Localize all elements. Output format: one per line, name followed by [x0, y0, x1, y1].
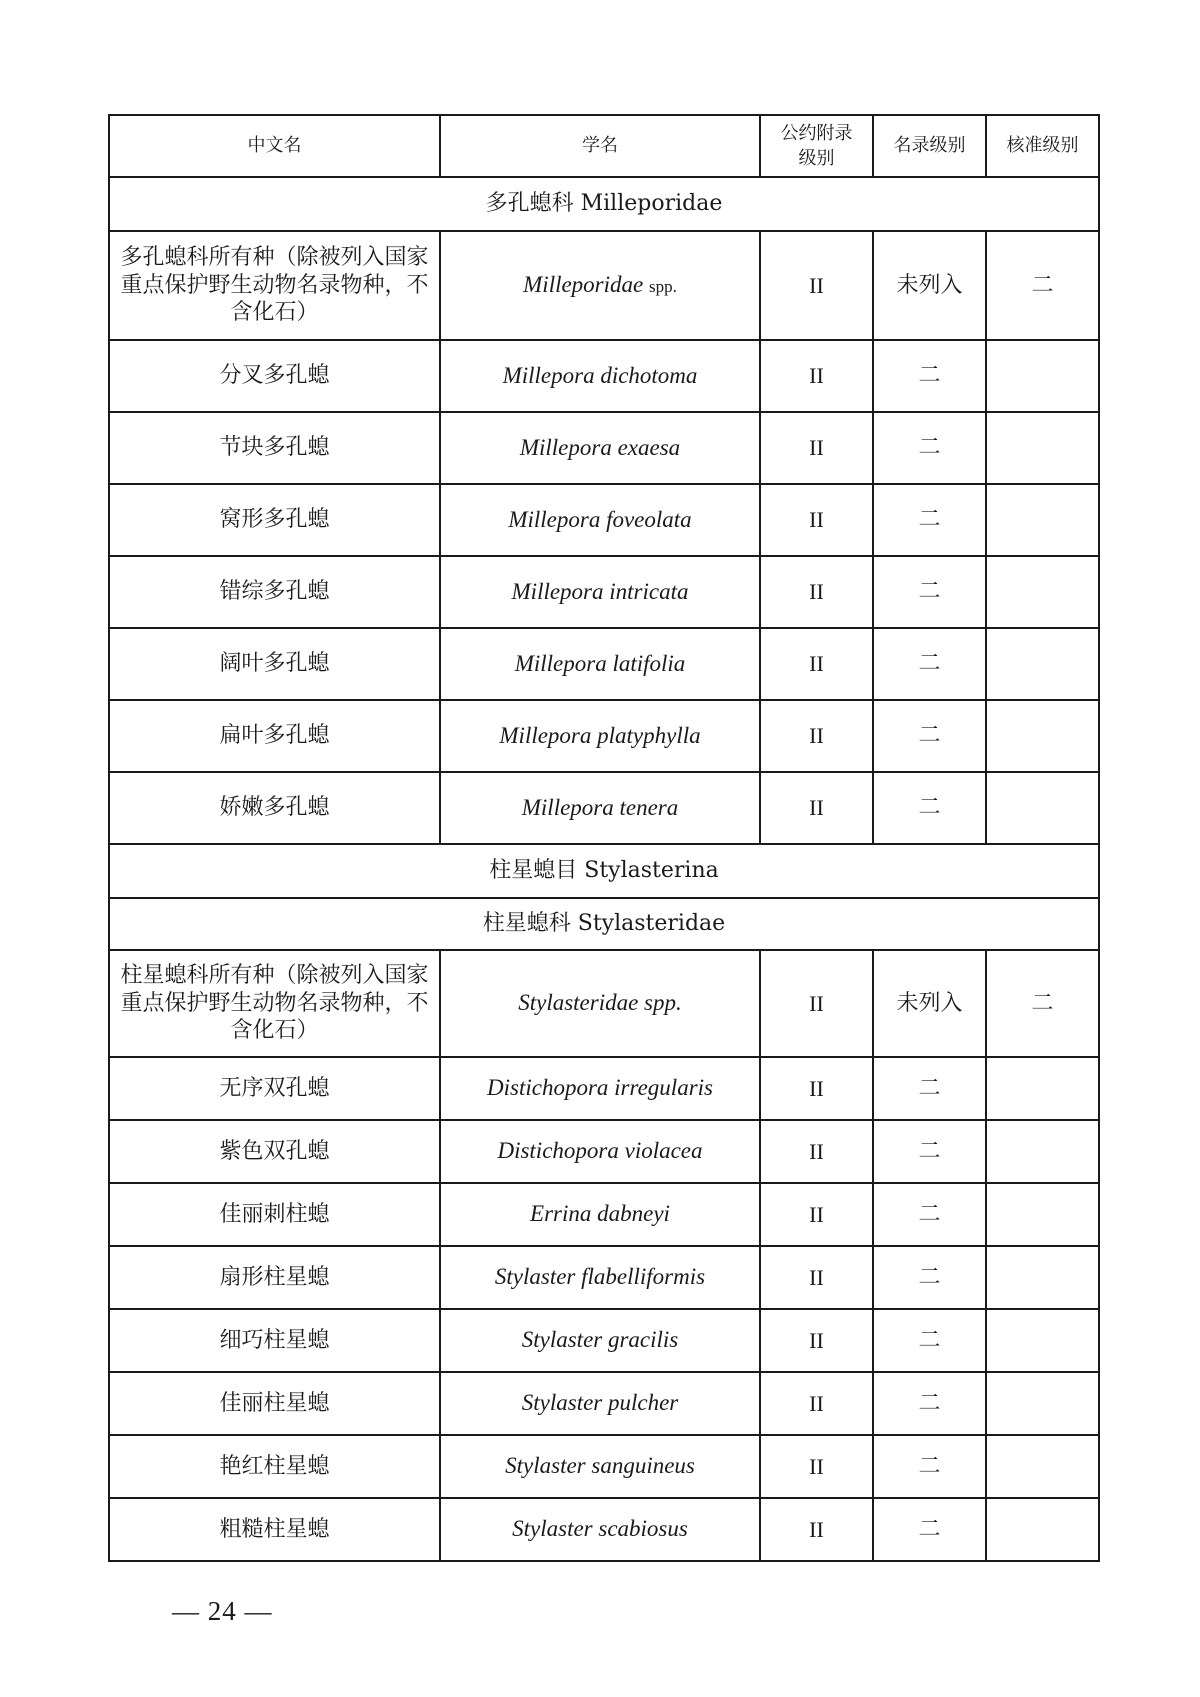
approved-level-cell: [986, 484, 1099, 556]
scientific-name-cell: [440, 1372, 760, 1435]
list-level-cell: 未列入: [873, 231, 986, 340]
scientific-name-cell: [440, 628, 760, 700]
cites-appendix-cell: II: [760, 1498, 873, 1561]
cites-appendix-cell: II: [760, 700, 873, 772]
table-row: [109, 1057, 1099, 1120]
list-level-cell: 二: [873, 556, 986, 628]
list-level-cell: 二: [873, 1120, 986, 1183]
cites-appendix-cell: II: [760, 231, 873, 340]
cites-appendix-cell: II: [760, 340, 873, 412]
list-level-cell: 二: [873, 1372, 986, 1435]
approved-level-cell: [986, 628, 1099, 700]
header-scientific-name: 学名: [440, 115, 760, 177]
chinese-name-cell: 佳丽刺柱螅: [109, 1183, 440, 1246]
approved-level-cell: 二: [986, 950, 1099, 1057]
table-row: [109, 950, 1099, 1057]
cites-appendix-cell: II: [760, 1309, 873, 1372]
scientific-name: Stylaster scabiosus: [512, 1516, 688, 1542]
scientific-name-cell: [440, 1057, 760, 1120]
list-level-cell: 二: [873, 628, 986, 700]
scientific-name-cell: [440, 340, 760, 412]
cites-appendix-cell: II: [760, 412, 873, 484]
table-row: [109, 484, 1099, 556]
chinese-name-cell: 佳丽柱星螅: [109, 1372, 440, 1435]
scientific-name-cell: [440, 950, 760, 1057]
scientific-name-cell: [440, 484, 760, 556]
table-row: [109, 1246, 1099, 1309]
cites-appendix-cell: II: [760, 1120, 873, 1183]
approved-level-cell: [986, 1246, 1099, 1309]
scientific-name-cell: [440, 1498, 760, 1561]
scientific-name: Stylaster pulcher: [521, 1390, 679, 1416]
table-row: [109, 772, 1099, 844]
table-row: [109, 1498, 1099, 1561]
cites-appendix-cell: II: [760, 772, 873, 844]
group-row: [109, 844, 1099, 898]
approved-level-cell: [986, 1435, 1099, 1498]
approved-level-cell: [986, 1057, 1099, 1120]
header-cites-appendix: 公约附录级别: [760, 115, 873, 177]
scientific-name: Stylasteridae spp.: [518, 990, 682, 1016]
list-level-cell: 二: [873, 340, 986, 412]
table-row: [109, 231, 1099, 340]
list-level-cell: 二: [873, 1246, 986, 1309]
chinese-name-cell: 细巧柱星螅: [109, 1309, 440, 1372]
table-row: [109, 556, 1099, 628]
scientific-name: Millepora platyphylla: [499, 722, 701, 748]
scientific-name-cell: [440, 1309, 760, 1372]
chinese-name-cell: 阔叶多孔螅: [109, 628, 440, 700]
group-label: 柱星螅科 Stylasteridae: [109, 898, 1099, 950]
scientific-name: Errina dabneyi: [530, 1201, 670, 1227]
group-label: 多孔螅科 Milleporidae: [109, 177, 1099, 231]
list-level-cell: 二: [873, 700, 986, 772]
group-row: [109, 177, 1099, 231]
approved-level-cell: [986, 1120, 1099, 1183]
approved-level-cell: [986, 1372, 1099, 1435]
scientific-name: Millepora dichotoma: [502, 362, 698, 388]
list-level-cell: 二: [873, 772, 986, 844]
header-row: [109, 115, 1099, 177]
chinese-name-cell: 窝形多孔螅: [109, 484, 440, 556]
scientific-name-cell: [440, 1246, 760, 1309]
list-level-cell: 二: [873, 1309, 986, 1372]
group-label: 柱星螅目 Stylasterina: [109, 844, 1099, 898]
scientific-name: Millepora intricata: [511, 578, 689, 604]
scientific-name: Milleporidae: [523, 272, 644, 298]
cites-appendix-cell: II: [760, 1057, 873, 1120]
scientific-name-cell: [440, 700, 760, 772]
cites-appendix-cell: II: [760, 628, 873, 700]
approved-level-cell: [986, 1309, 1099, 1372]
cites-appendix-cell: II: [760, 950, 873, 1057]
cites-appendix-cell: II: [760, 556, 873, 628]
chinese-name-cell: 多孔螅科所有种（除被列入国家重点保护野生动物名录物种，不含化石）: [109, 231, 440, 340]
table-row: [109, 340, 1099, 412]
chinese-name-cell: 粗糙柱星螅: [109, 1498, 440, 1561]
scientific-name-cell: [440, 556, 760, 628]
approved-level-cell: [986, 412, 1099, 484]
species-table: [108, 114, 1100, 1562]
scientific-name: Distichopora irregularis: [487, 1075, 713, 1101]
scientific-name: Millepora tenera: [521, 794, 679, 820]
list-level-cell: 二: [873, 1057, 986, 1120]
approved-level-cell: [986, 556, 1099, 628]
table-row: [109, 700, 1099, 772]
scientific-name-cell: [440, 412, 760, 484]
list-level-cell: 二: [873, 1183, 986, 1246]
chinese-name-cell: 错综多孔螅: [109, 556, 440, 628]
cites-appendix-cell: II: [760, 1435, 873, 1498]
approved-level-cell: 二: [986, 231, 1099, 340]
page-number: — 24 —: [172, 1596, 273, 1626]
group-row: [109, 898, 1099, 950]
scientific-name: Stylaster sanguineus: [505, 1453, 695, 1479]
chinese-name-cell: 节块多孔螅: [109, 412, 440, 484]
table-row: [109, 1183, 1099, 1246]
approved-level-cell: [986, 1183, 1099, 1246]
chinese-name-cell: 扁叶多孔螅: [109, 700, 440, 772]
header-approved-level: 核准级别: [986, 115, 1099, 177]
scientific-name: Distichopora violacea: [497, 1138, 703, 1164]
chinese-name-cell: 娇嫩多孔螅: [109, 772, 440, 844]
header-chinese-name: 中文名: [109, 115, 440, 177]
scientific-name-cell: [440, 772, 760, 844]
table-row: [109, 1372, 1099, 1435]
scientific-name-suffix: spp.: [648, 277, 677, 297]
chinese-name-cell: 艳红柱星螅: [109, 1435, 440, 1498]
scientific-name: Stylaster gracilis: [521, 1327, 679, 1353]
scientific-name-cell: [440, 1183, 760, 1246]
cites-appendix-cell: II: [760, 484, 873, 556]
table-row: [109, 1435, 1099, 1498]
approved-level-cell: [986, 700, 1099, 772]
chinese-name-cell: 柱星螅科所有种（除被列入国家重点保护野生动物名录物种，不含化石）: [109, 950, 440, 1057]
cites-appendix-cell: II: [760, 1372, 873, 1435]
table-row: [109, 1120, 1099, 1183]
chinese-name-cell: 紫色双孔螅: [109, 1120, 440, 1183]
list-level-cell: 二: [873, 1435, 986, 1498]
cites-appendix-cell: II: [760, 1246, 873, 1309]
scientific-name: Millepora latifolia: [514, 650, 686, 676]
table-row: [109, 1309, 1099, 1372]
table-row: [109, 628, 1099, 700]
cites-appendix-cell: II: [760, 1183, 873, 1246]
chinese-name-cell: 分叉多孔螅: [109, 340, 440, 412]
list-level-cell: 未列入: [873, 950, 986, 1057]
list-level-cell: 二: [873, 1498, 986, 1561]
approved-level-cell: [986, 340, 1099, 412]
chinese-name-cell: 扇形柱星螅: [109, 1246, 440, 1309]
approved-level-cell: [986, 772, 1099, 844]
scientific-name-cell: [440, 1120, 760, 1183]
scientific-name: Stylaster flabelliformis: [494, 1264, 706, 1290]
scientific-name: Millepora exaesa: [519, 434, 681, 460]
approved-level-cell: [986, 1498, 1099, 1561]
list-level-cell: 二: [873, 484, 986, 556]
scientific-name-cell: [440, 1435, 760, 1498]
list-level-cell: 二: [873, 412, 986, 484]
table-row: [109, 412, 1099, 484]
chinese-name-cell: 无序双孔螅: [109, 1057, 440, 1120]
scientific-name-cell: [440, 231, 760, 340]
header-list-level: 名录级别: [873, 115, 986, 177]
scientific-name: Millepora foveolata: [508, 506, 692, 532]
